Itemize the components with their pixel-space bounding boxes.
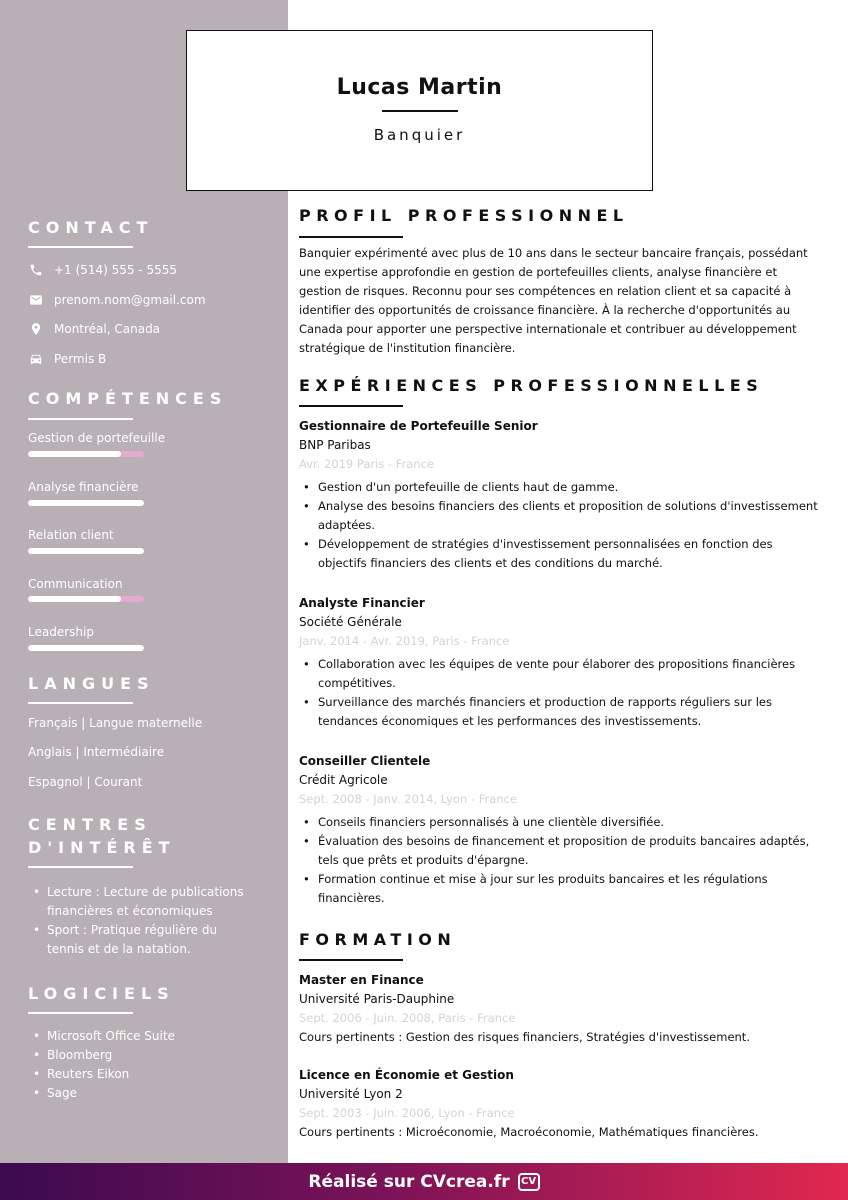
skills-title: COMPÉTENCES (28, 389, 228, 408)
job-bullet: • Surveillance des marchés financiers et production de rapports réguliers sur les tendances économiques et les performances des investissements. (299, 693, 819, 731)
profile-divider (299, 236, 403, 238)
contact-divider (28, 246, 133, 248)
job-role: Gestionnaire de Portefeuille Senior (299, 419, 538, 433)
job-bullet: • Analyse des besoins financiers des clients et proposition de solutions d'investissement adaptées. (299, 497, 819, 535)
skills-divider (28, 418, 133, 420)
language-item: Français | Langue maternelle (28, 716, 203, 730)
education-degree: Licence en Économie et Gestion (299, 1068, 514, 1082)
interest-item: • Lecture : Lecture de publications financières et économiques (28, 883, 248, 921)
languages-divider (28, 702, 133, 704)
skill-bar-fill (28, 645, 144, 651)
contact-phone-text: +1 (514) 555 - 5555 (54, 263, 177, 277)
contact-phone[interactable] (28, 261, 177, 279)
interests-list (28, 883, 248, 959)
skill-bar (28, 548, 144, 554)
languages-title: LANGUES (28, 674, 155, 693)
skill-label: Leadership (28, 625, 94, 639)
experience-divider (299, 405, 403, 407)
contact-license-text: Permis B (54, 352, 107, 366)
job-bullet: • Gestion d'un portefeuille de clients haut de gamme. (299, 478, 819, 497)
education-meta: Sept. 2003 - Juin. 2006, Lyon - France (299, 1106, 515, 1120)
job-meta: Janv. 2014 - Avr. 2019, Paris - France (299, 634, 510, 648)
job-role: Conseiller Clientele (299, 754, 431, 768)
profile-title: PROFIL PROFESSIONNEL (299, 206, 629, 225)
header-box (186, 30, 653, 191)
job-company: Société Générale (299, 615, 402, 629)
contact-email[interactable] (28, 291, 206, 309)
job-role: Analyste Financier (299, 596, 425, 610)
skill-label: Gestion de portefeuille (28, 431, 166, 445)
language-item: Anglais | Intermédiaire (28, 745, 165, 759)
education-school: Université Paris-Dauphine (299, 992, 455, 1006)
job-bullet: • Conseils financiers personnalisés à une clientèle diversifiée. (299, 813, 819, 832)
mail-icon (28, 292, 44, 308)
software-item: • Microsoft Office Suite (28, 1027, 268, 1046)
skill-label: Relation client (28, 528, 114, 542)
software-divider (28, 1012, 133, 1014)
education-details: Cours pertinents : Microéconomie, Macroéconomie, Mathématiques financières. (299, 1125, 759, 1139)
skill-bar-fill (28, 500, 144, 506)
contact-title: CONTACT (28, 218, 154, 237)
location-pin-icon (28, 321, 44, 337)
education-divider (299, 959, 403, 961)
software-list (28, 1027, 268, 1103)
candidate-name: Lucas Martin (336, 75, 503, 100)
job-title: Banquier (373, 126, 466, 144)
job-bullet: • Développement de stratégies d'investissement personnalisées en fonction des objectifs financiers des clients et des conditions du marché. (299, 535, 819, 573)
education-title: FORMATION (299, 930, 457, 949)
skill-bar (28, 596, 144, 602)
interests-title-line1: CENTRES (28, 815, 152, 834)
experience-title: EXPÉRIENCES PROFESSIONNELLES (299, 376, 764, 395)
skill-bar (28, 451, 144, 457)
contact-location (28, 320, 160, 338)
phone-icon (28, 262, 44, 278)
skill-label: Analyse financière (28, 480, 139, 494)
interest-item: • Sport : Pratique régulière du tennis et de la natation. (28, 921, 248, 959)
car-icon (28, 351, 44, 367)
education-details: Cours pertinents : Gestion des risques financiers, Stratégies d'investissement. (299, 1030, 750, 1044)
skill-bar-fill (28, 596, 121, 602)
interests-divider (28, 866, 133, 868)
profile-text: Banquier expérimenté avec plus de 10 ans dans le secteur bancaire français, possédant une expertise approfondie en gestion de portefeuilles clients, analyse financière et gestion de risques. Reconnu pour ses compétences en relation client et sa capacité à identifier des opportunités de croissance financière. À la recherche d'opportunités au Canada pour apporter une perspective internationale et contribuer au développement stratégique de l'institution financière. (299, 246, 808, 355)
software-item: • Sage (28, 1084, 268, 1103)
skill-label: Communication (28, 577, 123, 591)
cvcrea-logo-icon: CV (518, 1173, 540, 1191)
software-item: • Bloomberg (28, 1046, 268, 1065)
job-bullets (299, 655, 819, 731)
skill-bar (28, 500, 144, 506)
software-title: LOGICIELS (28, 984, 175, 1003)
footer-banner[interactable] (0, 1163, 848, 1200)
software-item: • Reuters Eikon (28, 1065, 268, 1084)
job-bullets (299, 478, 819, 573)
contact-email-text: prenom.nom@gmail.com (54, 293, 206, 307)
contact-license (28, 350, 106, 368)
job-bullet: • Collaboration avec les équipes de vente pour élaborer des propositions financières compétitives. (299, 655, 819, 693)
job-meta: Sept. 2008 - Janv. 2014, Lyon - France (299, 792, 517, 806)
skill-bar-fill (28, 548, 144, 554)
education-meta: Sept. 2006 - Juin. 2008, Paris - France (299, 1011, 516, 1025)
interests-title (28, 813, 176, 859)
education-school: Université Lyon 2 (299, 1087, 403, 1101)
job-bullet: • Évaluation des besoins de financement et proposition de produits bancaires adaptés, tels que prêts et produits d'épargne. (299, 832, 819, 870)
contact-location-text: Montréal, Canada (54, 322, 161, 336)
job-meta: Avr. 2019 Paris - France (299, 457, 434, 471)
job-company: BNP Paribas (299, 438, 371, 452)
job-company: Crédit Agricole (299, 773, 388, 787)
skill-bar-fill (28, 451, 121, 457)
education-degree: Master en Finance (299, 973, 424, 987)
interests-title-line2: D'INTÉRÊT (28, 838, 176, 857)
footer-text: Réalisé sur CVcrea.fr (308, 1171, 510, 1192)
language-item: Espagnol | Courant (28, 775, 143, 789)
job-bullets (299, 813, 819, 908)
name-divider (382, 110, 458, 112)
job-bullet: • Formation continue et mise à jour sur les produits bancaires et les régulations financières. (299, 870, 819, 908)
skill-bar (28, 645, 144, 651)
